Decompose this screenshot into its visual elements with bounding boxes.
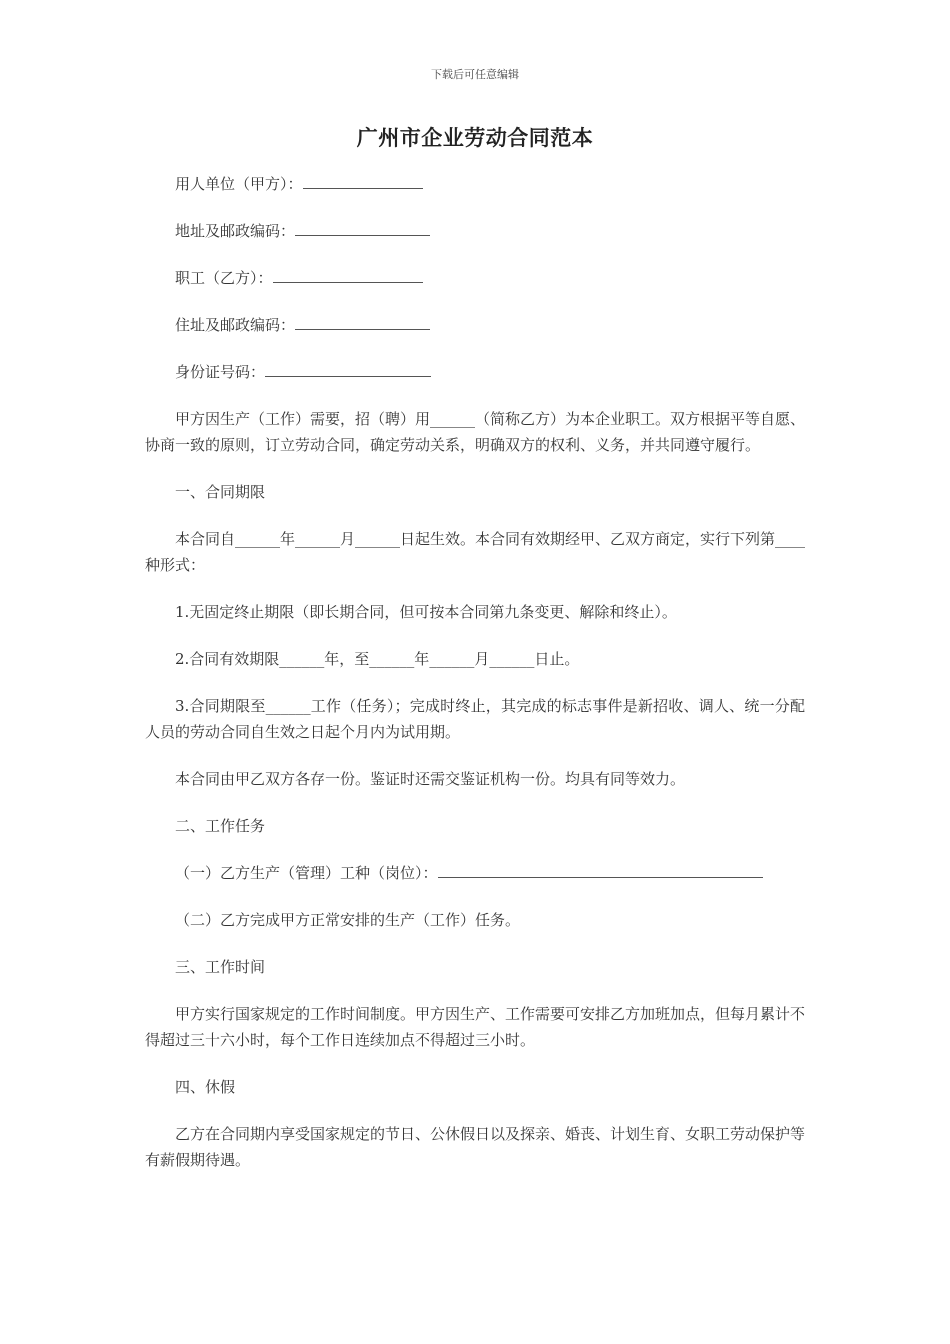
section-heading: 二、工作任务 <box>175 817 266 835</box>
header-note: 下载后可任意编辑 <box>431 68 519 81</box>
field-employee-address <box>145 312 805 338</box>
blank-line <box>303 173 423 189</box>
document-title: 广州市企业劳动合同范本 <box>356 125 594 150</box>
paragraph: 甲方实行国家规定的工作时间制度。甲方因生产、工作需要可安排乙方加班加点，但每月累计不得超过三十六小时，每个工作日连续加点不得超过三小时。 <box>145 1005 806 1049</box>
paragraph: 本合同自______年______月______日起生效。本合同有效期经甲、乙双方商定，实行下列第____种形式： <box>145 530 806 574</box>
blank-line <box>295 314 430 330</box>
field-label: 用人单位（甲方）： <box>175 175 303 193</box>
section-heading: 一、合同期限 <box>175 483 266 501</box>
section-heading: 四、休假 <box>175 1078 236 1096</box>
field-id-number <box>145 359 805 385</box>
list-item: 3.合同期限至______工作（任务）；完成时终止，其完成的标志事件是新招收、调人、统一分配人员的劳动合同自生效之日起个月内为试用期。 <box>145 697 805 741</box>
list-item: （二）乙方完成甲方正常安排的生产（工作）任务。 <box>175 911 521 929</box>
field-label: 身份证号码： <box>175 363 266 381</box>
list-item: 1.无固定终止期限（即长期合同，但可按本合同第九条变更、解除和终止）。 <box>175 603 677 621</box>
blank-line <box>273 267 423 283</box>
field-job-type <box>145 860 805 886</box>
field-employee <box>145 265 805 291</box>
field-employer <box>145 171 805 197</box>
blank-line <box>438 862 763 878</box>
field-label: 地址及邮政编码： <box>175 222 296 240</box>
paragraph: 本合同由甲乙双方各存一份。鉴证时还需交鉴证机构一份。均具有同等效力。 <box>175 770 686 788</box>
field-label: 住址及邮政编码： <box>175 316 296 334</box>
list-item: 2.合同有效期限______年，至______年______月______日止。 <box>175 650 580 668</box>
blank-line <box>265 361 431 377</box>
field-employer-address <box>145 218 805 244</box>
document-body <box>145 171 805 1194</box>
intro-paragraph: 甲方因生产（工作）需要，招（聘）用______（简称乙方）为本企业职工。双方根据平等自愿、协商一致的原则，订立劳动合同，确定劳动关系，明确双方的权利、义务，并共同遵守履行。 <box>145 410 806 454</box>
field-label: （一）乙方生产（管理）工种（岗位）： <box>175 864 438 882</box>
blank-line <box>295 220 430 236</box>
paragraph: 乙方在合同期内享受国家规定的节日、公休假日以及探亲、婚丧、计划生育、女职工劳动保护等有薪假期待遇。 <box>145 1125 806 1169</box>
section-heading: 三、工作时间 <box>175 958 266 976</box>
field-label: 职工（乙方）： <box>175 269 273 287</box>
